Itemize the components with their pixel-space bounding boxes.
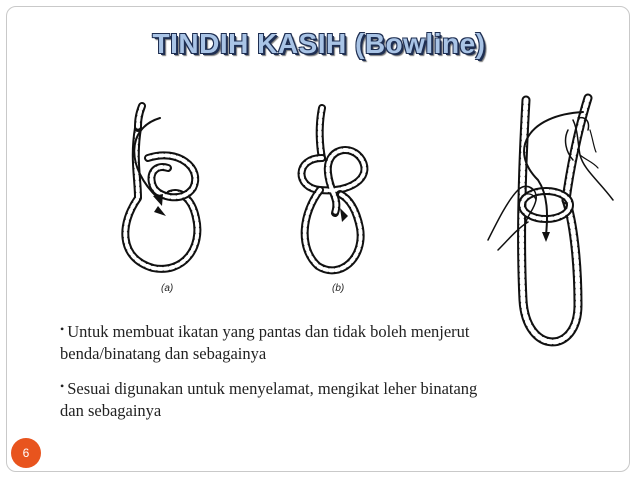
figure-label-b: (b) (332, 283, 345, 294)
bullet-text: Untuk membuat ikatan yang pantas dan tidak boleh menjerut benda/binatang dan sebagainya (60, 322, 470, 363)
bowline-hands-illustration (478, 90, 628, 365)
bowline-diagram-a (108, 98, 228, 288)
bullet-item (60, 318, 480, 365)
bullet-list (60, 318, 480, 432)
slide-title: TINDIH KASIH (Bowline) (152, 28, 486, 59)
bowline-diagram-b (280, 98, 390, 288)
bullet-text: Sesuai digunakan untuk menyelamat, mengikat leher binatang dan sebagainya (60, 379, 478, 420)
page-number-badge: 6 (11, 438, 41, 468)
bullet-item (60, 375, 480, 422)
figure-label-a: (a) (161, 283, 174, 294)
bullet-marker: • (60, 379, 65, 393)
bullet-marker: • (60, 322, 65, 336)
